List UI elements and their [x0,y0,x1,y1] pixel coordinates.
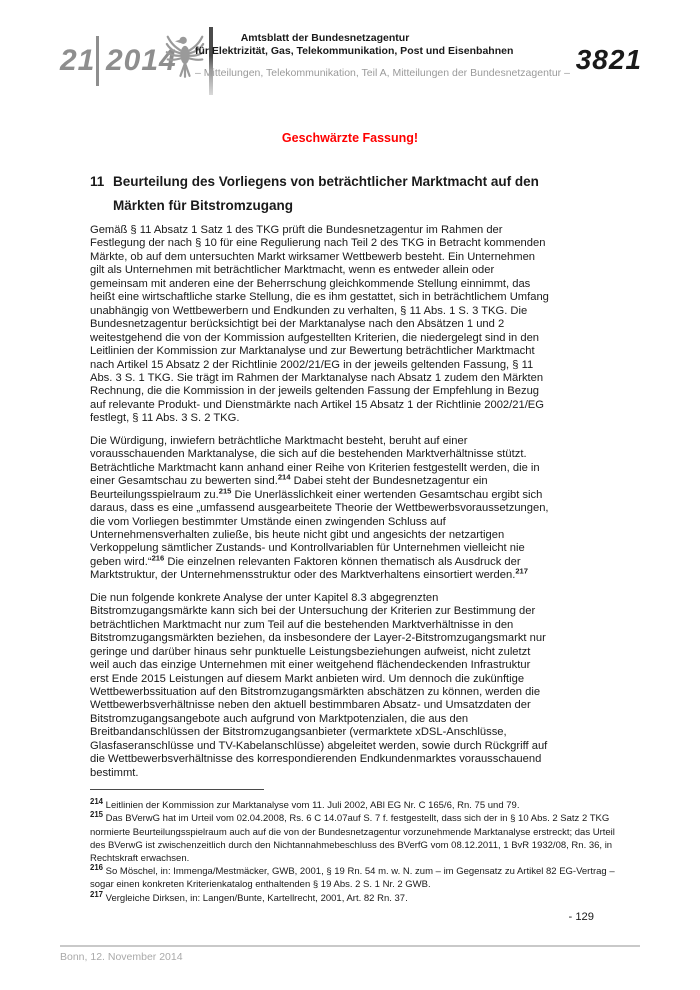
text-line: heißt eine wirtschaftliche starke Stellung, die es ihm gestattet, sich in beträchtlichem Umfang [90,291,549,304]
text-line: Bundesnetzagentur berücksichtigt bei der Marktanalyse nach den Absätzen 1 und 2 [90,318,505,331]
section-title-line2: Märkten für Bitstromzugang [113,198,294,213]
footnote [90,862,627,891]
text-line: bestimmt. [90,766,139,779]
footnote-text: So Möschel, in: Immenga/Mestmäcker, GWB, 2001, § 19 Rn. 54 m. w. N. zum – im Gegensatz zu Artikel 82 EG-Vertrag – sogar einen konkreten Kriterienkatalog enthaltenden § 19 Abs. 2 S. 1 Nr. 2 GWB. [90,866,615,891]
paragraph [90,224,624,426]
text-line: Marktstruktur, der Unternehmensstruktur oder des Marktverhaltens einsortiert werden.$^{217}$ [90,566,528,582]
text-line: Gemäß § 11 Absatz 1 Satz 1 des TKG prüft die Bundesnetzagentur im Rahmen der [90,224,503,236]
text-line: Beurteilungsspielraum zu.$^{215}$ Die Unerlässlichkeit einer wertenden Gesamtschau ergibt sich [90,485,543,501]
footnote-ref: 214 [277,472,291,482]
issue-divider [96,36,99,86]
body-paragraphs [90,224,624,780]
text-line: gilt als Unternehmen mit beträchtlicher Marktmacht, wenn es entweder allein oder [90,264,495,277]
footnote-text: Vergleiche Dirksen, in: Langen/Bunte, Kartellrecht, 2001, Art. 82 Rn. 37. [103,892,408,904]
text-line: Verkoppelung sämtlicher Zustands- und Kontrollvariablen für Unternehmen vielleicht nie [90,542,525,555]
issue-year: 2014 [106,44,177,77]
masthead [195,32,570,80]
footnote-text: Leitlinien der Kommission zur Marktanalyse vom 11. Juli 2002, ABl EG Nr. C 165/6, Rn. 75 und 79. [103,800,520,812]
text-line: Wettbewerbssituation auf den Bitstromzugangsmärkten abschätzen zu können, werden die [90,685,541,698]
redacted-version-notice: Geschwärzte Fassung! [281,131,419,145]
text-line: daraus, dass es eine „umfassend ausgearbeitete Theorie der Wettbewerbsvoraussetzungen, [90,502,549,515]
text-line: geben wird.“$^{216}$ Die einzelnen relevanten Faktoren können thematisch als Ausdruck der [90,553,521,568]
paragraph [90,592,624,780]
content-column [90,170,624,923]
text-line: erst Ende 2015 Leistungen auf diesem Markt anbieten wird. Um dennoch die zukünftige [90,672,525,685]
text-line: die Wettbewerbsverhältnisse des korrespondierenden Endkundenmarktes vorausschauend [90,753,542,766]
footnote [90,812,627,865]
footnote-marker: 215 [90,810,104,820]
text-line: Glasfaseranschlüsse und TV-Kabelanschlüsse) abgeleitet werden, sowie durch Rückgriff auf [90,739,548,752]
text-line: Bitstromzugangsmärkten beziehen, da insbesondere der Layer-2-Bitstromzugangsmarkt nur [90,632,546,645]
text-line: festlegt, § 11 Abs. 3 S. 2 TKG. [90,412,240,425]
masthead-title-line1: Amtsblatt der Bundesnetzagentur [240,32,410,44]
text-line: Märkte, ob auf dem untersuchten Markt wirksamer Wettbewerb besteht. Ein Unternehmen [90,250,536,263]
text-line: Bitstromzugangsmärkte kann sich bei der Untersuchung der Kriterien zur Bestimmung der [90,605,536,618]
text-line: die vom Vorliegen bestimmter Umstände einen zwingenden Schluss auf [90,515,446,528]
text-line: Die nun folgende konkrete Analyse der unter Kapitel 8.3 abgegrenzten [90,591,439,604]
footnote [90,796,627,812]
footnote [90,889,627,905]
text-line: Die Würdigung, inwiefern beträchtliche Marktmacht besteht, beruht auf einer [90,434,468,447]
masthead-subtitle: – Mitteilungen, Telekommunikation, Teil A, Mitteilungen der Bundesnetzagentur – [195,67,570,79]
paragraph [90,435,624,583]
footnotes [90,796,627,905]
footnote-ref: 215 [218,485,232,495]
text-line: gemeinsam mit anderen eine der Beherrschung gleichkommende Stellung einnimmt, das [90,277,531,290]
section-number: 11 [90,174,105,189]
text-line: weitestgehend die von der Kommission aufgestellten Kriterien, die niedergelegt sind in den [90,331,540,344]
gazette-page-code: 3821 [575,44,642,75]
footnote-marker: 216 [90,862,104,872]
text-line: auf relevante Produkt- und Dienstmärkte nach Artikel 15 Absatz 1 der Richtlinie 2002/21/EG [90,398,544,411]
text-line: beträchtlichen Marktmacht nur zum Teil auf die bestehenden Marktverhältnisse in den [90,618,514,631]
text-line: unabhängig von Wettbewerbern und Endkunden zu verhalten, § 11 Abs. 1 S. 3 TKG. Die [90,304,528,317]
footnote-marker: 214 [90,796,104,806]
issue-number: 21 [60,44,96,77]
text-line: Bitstromzugangsangebote auch aufgrund von Marktpotenzialen, die aus den [90,712,469,725]
masthead-title-line2: für Elektrizität, Gas, Telekommunikation, Post und Eisenbahnen [195,45,514,57]
footnote-separator [90,789,264,790]
text-line: Breitbandanschlüssen der Bitstromzugangsanbieter (vermarktete xDSL-Anschlüsse, [90,726,507,739]
text-line: Abs. 3 S. 1 TKG. Sie trägt im Rahmen der Marktanalyse nach Absatz 1 zudem den Märkten [90,371,544,384]
footnote-ref: 217 [515,566,528,576]
footer-rule [60,945,640,947]
text-line: vorausschauenden Marktanalyse, die sich auf die bestehenden Marktverhältnisse stützt. [90,448,527,461]
page-number: - 129 [568,910,594,923]
text-line: Wettbewerbsverhältnisse neben den aktuell bestimmbaren Absatz- und Umsatzdaten der [90,699,531,712]
section-heading [90,170,624,218]
text-line: Rechnung, die die Kommission in der jeweils geltenden Fassung der Empfehlung in Bezug [90,385,540,398]
footer-date: Bonn, 12. November 2014 [60,951,183,963]
footnote-ref: 216 [151,553,165,563]
text-line: nach Artikel 15 Absatz 2 der Richtlinie 2002/21/EG in der jeweils geltenden Fassung, § 11 [90,358,534,371]
section-title [113,170,539,218]
text-line: Leitlinien der Kommission zur Marktanalyse und zur Bewertung beträchtlicher Marktmacht [90,345,535,358]
text-line: weil auch das einzige Unternehmen mit einer weitgehend flächendeckenden Infrastruktur [90,659,531,672]
text-line: einer Gesamtschau zu bewerten sind.$^{214}$ Dabei steht der Bundesnetzagentur ein [90,472,488,488]
section-title-line1: Beurteilung des Vorliegens von beträchtlicher Marktmacht auf den [113,174,539,189]
footnote-marker: 217 [90,889,104,899]
footnote-text: Das BVerwG hat im Urteil vom 02.04.2008, Rs. 6 C 14.07auf S. 7 f. festgestellt, dass sich der in § 10 Abs. 2 Satz 2 TKG normierte Beurteilungsspielraum auch auf die von der Bundesnetzagentur vorzunehmende Marktanalyse erstreckt; das Urteil des BVerwG ist zwischenzeitlich durch den Nichtannahmebeschluss des BVerfG vom 08.12.2011, 1 BvR 1932/08, Rn. 36, in Rechtskraft erwachsen. [90,813,615,864]
text-line: Unternehmensverhalten zuließe, bis heute nicht gibt und angesichts der netzartigen [90,528,505,541]
text-line: Festlegung der nach § 10 für eine Regulierung nach Teil 2 des TKG in Betracht kommenden [90,237,546,250]
text-line: Beträchtliche Marktmacht kann anhand einer Reihe von Kriterien festgestellt werden, die in [90,461,540,474]
text-line: geringe und darüber hinaus sehr punktuelle Leistungsbeziehungen aufweist, nicht zuletzt [90,645,531,658]
